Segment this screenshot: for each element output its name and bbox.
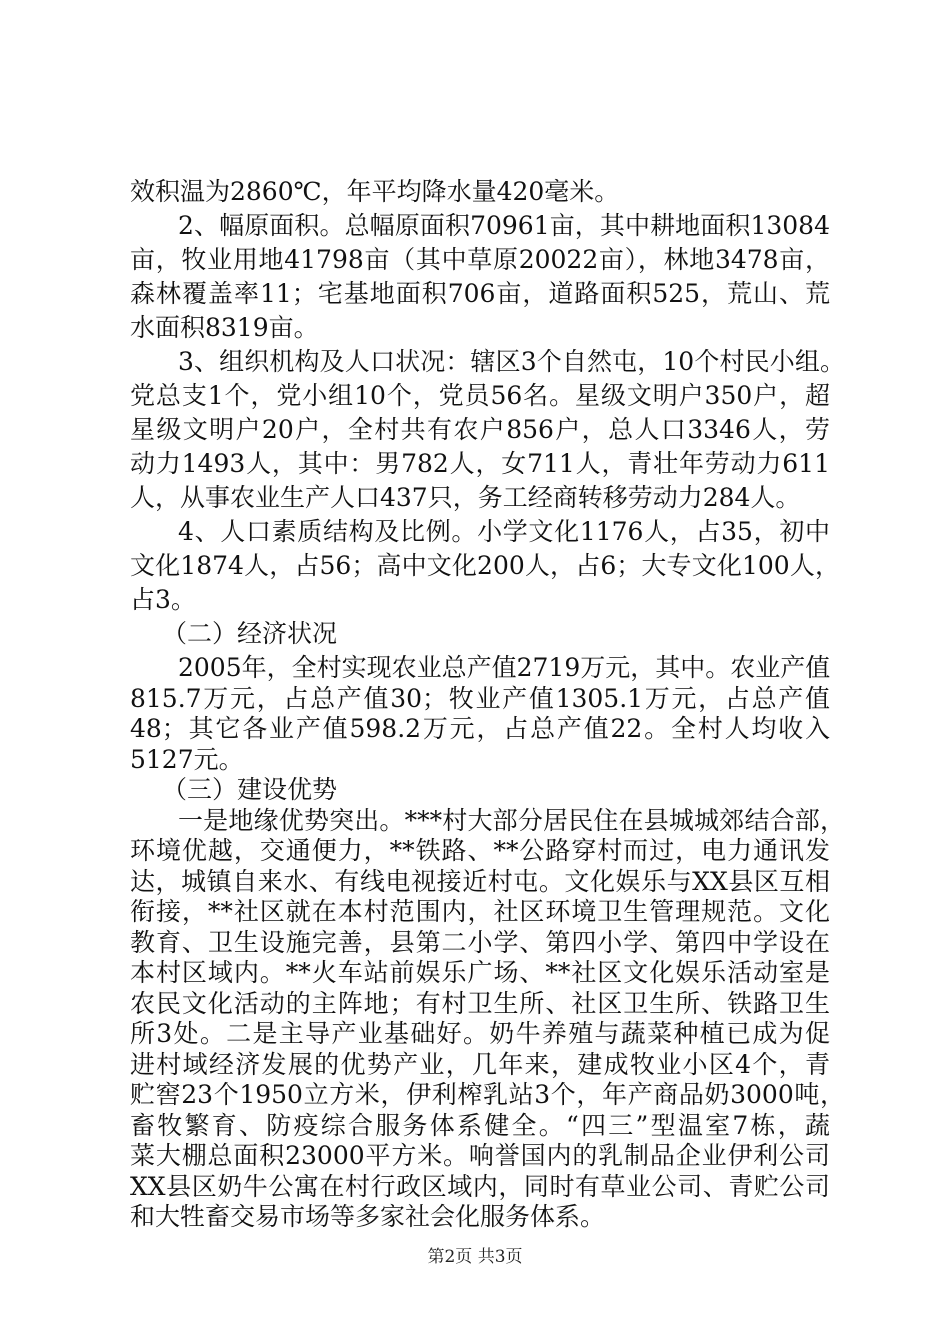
text-line: 畜牧繁育、防疫综合服务体系健全。“四三”型温室7栋，蔬 xyxy=(130,1110,830,1140)
text-line: 2005年，全村实现农业总产值2719万元，其中。农业产值 xyxy=(178,653,830,682)
text-line: 党总支1个，党小组10个，党员56名。星级文明户350户，超 xyxy=(130,381,830,410)
text-line: 和大牲畜交易市场等多家社会化服务体系。 xyxy=(130,1202,606,1231)
text-line: 所3处。二是主导产业基础好。奶牛养殖与蔬菜种植已成为促 xyxy=(130,1019,830,1048)
text-line: 人，从事农业生产人口437只，务工经商转移劳动力284人。 xyxy=(130,483,801,512)
text-line: 贮窖23个1950立方米，伊利榨乳站3个，年产商品奶3000吨， xyxy=(130,1080,845,1109)
text-line: 星级文明户20户，全村共有农户856户，总人口3346人，劳 xyxy=(130,415,830,444)
text-line: 进村域经济发展的优势产业，几年来，建成牧业小区4个，青 xyxy=(130,1049,830,1079)
section-heading: （三）建设优势 xyxy=(162,775,338,804)
text-line: 文化1874人，占56；高中文化200人，占6；大专文化100人， xyxy=(130,551,840,580)
text-line: 5127元。 xyxy=(130,744,244,774)
text-line: 一是地缘优势突出。***村大部分居民住在县城城郊结合部， xyxy=(178,805,845,835)
text-line: 环境优越，交通便力，**铁路、**公路穿村而过，电力通讯发 xyxy=(130,836,830,865)
text-line: 水面积8319亩。 xyxy=(130,313,319,342)
text-line: 3、组织机构及人口状况：辖区3个自然屯，10个村民小组。 xyxy=(178,347,845,376)
text-line: 4、人口素质结构及比例。小学文化1176人，占35，初中 xyxy=(178,517,830,546)
text-line: 达，城镇自来水、有线电视接近村屯。文化娱乐与XX县区互相 xyxy=(130,866,830,896)
text-line: 农民文化活动的主阵地；有村卫生所、社区卫生所、铁路卫生 xyxy=(130,988,830,1018)
text-line: 本村区域内。**火车站前娱乐广场、**社区文化娱乐活动室是 xyxy=(130,958,830,987)
text-line: 教育、卫生设施完善，县第二小学、第四小学、第四中学设在 xyxy=(130,927,830,957)
text-line: 815.7万元，占总产值30；牧业产值1305.1万元，占总产值 xyxy=(130,683,830,713)
text-line: 2、幅原面积。总幅原面积70961亩，其中耕地面积13084 xyxy=(178,211,830,240)
text-line: 效积温为2860℃，年平均降水量420毫米。 xyxy=(130,177,620,206)
text-line: 菜大棚总面积23000平方米。响誉国内的乳制品企业伊利公司 xyxy=(130,1141,830,1170)
text-line: 48；其它各业产值598.2万元，占总产值22。全村人均收入 xyxy=(130,714,830,743)
text-line: 动力1493人，其中：男782人，女711人，青壮年劳动力611 xyxy=(130,449,830,478)
section-heading: （二）经济状况 xyxy=(162,619,338,648)
text-line: 占3。 xyxy=(130,585,196,614)
text-line: 衔接，**社区就在本村范围内，社区环境卫生管理规范。文化 xyxy=(130,897,830,926)
text-line: 亩，牧业用地41798亩（其中草原20022亩），林地3478亩， xyxy=(130,245,830,274)
page-footer: 第2页 共3页 xyxy=(427,1247,523,1267)
text-line: 森林覆盖率11；宅基地面积706亩，道路面积525，荒山、荒 xyxy=(130,279,830,308)
text-line: XX县区奶牛公寓在村行政区域内，同时有草业公司、青贮公司 xyxy=(130,1171,830,1201)
